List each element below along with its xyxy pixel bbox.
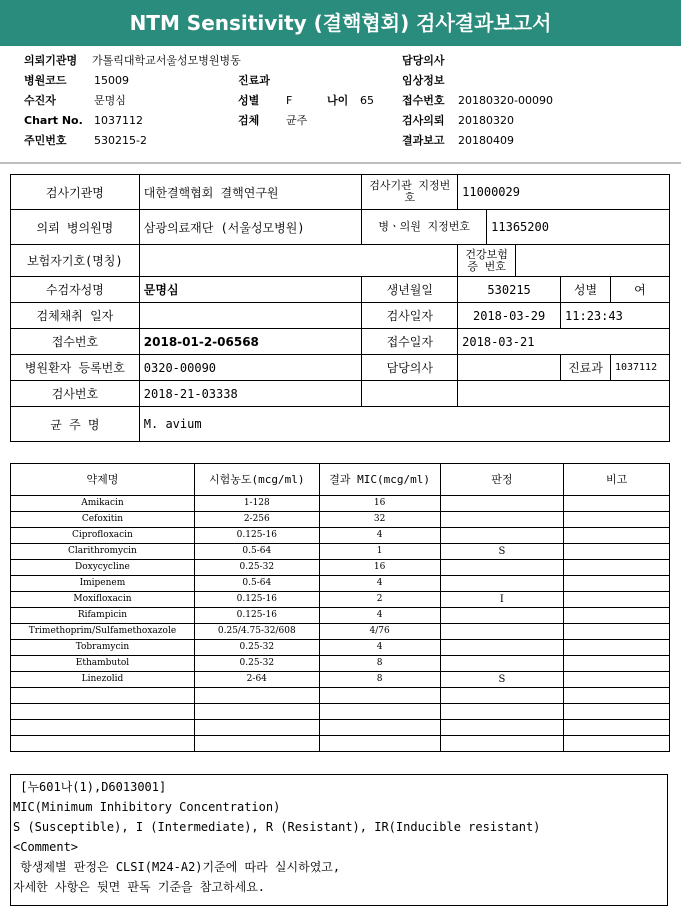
header-label: 병원코드 xyxy=(24,74,67,87)
table-row xyxy=(11,640,670,656)
strain-label: 균 주 명 xyxy=(11,407,140,442)
table-cell: Moxifloxacin xyxy=(11,592,195,608)
table-cell: S xyxy=(440,672,564,688)
header-label: 임상정보 xyxy=(402,74,445,87)
receipt-number-label: 접수번호 xyxy=(11,329,140,355)
table-row xyxy=(11,624,670,640)
lab-name-value: 대한결핵협회 결핵연구원 xyxy=(139,175,362,210)
table-cell: Imipenem xyxy=(11,576,195,592)
header-label: 접수번호 xyxy=(402,94,445,107)
patient-info-table xyxy=(10,174,670,442)
table-cell xyxy=(440,528,564,544)
sex-value: 여 xyxy=(610,277,669,303)
table-cell: 4 xyxy=(319,576,440,592)
header-value: 1037112 xyxy=(94,114,143,127)
header-divider xyxy=(0,162,681,164)
table-row xyxy=(11,704,670,720)
table-cell: 0.125-16 xyxy=(194,528,319,544)
header-value: F xyxy=(286,94,293,107)
column-header: 비고 xyxy=(564,464,670,496)
lab-code-value: 11000029 xyxy=(458,175,670,210)
patient-name-value: 문명심 xyxy=(139,277,362,303)
table-cell xyxy=(440,496,564,512)
table-cell xyxy=(564,528,670,544)
header-label: Chart No. xyxy=(24,114,83,127)
table-cell: 2-64 xyxy=(194,672,319,688)
table-cell xyxy=(11,720,195,736)
column-header: 판정 xyxy=(440,464,564,496)
birth-value: 530215 xyxy=(458,277,561,303)
header-label: 주민번호 xyxy=(24,134,67,147)
lab-name-label: 검사기관명 xyxy=(11,175,140,210)
table-cell: 2 xyxy=(319,592,440,608)
table-cell: 0.25-32 xyxy=(194,560,319,576)
table-row xyxy=(11,688,670,704)
table-cell: Tobramycin xyxy=(11,640,195,656)
table-cell: 32 xyxy=(319,512,440,528)
table-cell xyxy=(564,624,670,640)
table-cell xyxy=(440,704,564,720)
birth-label: 생년월일 xyxy=(362,277,458,303)
test-date-label: 검사일자 xyxy=(362,303,458,329)
table-cell xyxy=(564,688,670,704)
table-cell xyxy=(564,656,670,672)
header-label: 검사의뢰 xyxy=(402,114,445,127)
table-cell xyxy=(564,592,670,608)
header-value: 65 xyxy=(360,94,374,107)
header-value: 20180320-00090 xyxy=(458,94,553,107)
table-cell: Ciprofloxacin xyxy=(11,528,195,544)
table-cell xyxy=(564,672,670,688)
table-cell: 0.25/4.75-32/608 xyxy=(194,624,319,640)
table-row xyxy=(11,512,670,528)
header-value: 20180409 xyxy=(458,134,514,147)
table-cell xyxy=(564,496,670,512)
test-number-label: 검사번호 xyxy=(11,381,140,407)
note-line: 자세한 사항은 뒷면 판독 기준을 참고하세요. xyxy=(13,880,266,894)
header-label: 검체 xyxy=(238,114,260,127)
table-cell: 0.5-64 xyxy=(194,544,319,560)
header-label: 의뢰기관명 xyxy=(24,54,78,67)
health-insurance-value xyxy=(516,245,670,277)
header-label: 담당의사 xyxy=(402,54,445,67)
header-label: 수진자 xyxy=(24,94,56,107)
table-cell xyxy=(319,688,440,704)
requester-value: 삼광의료재단 (서울성모병원) xyxy=(139,210,362,245)
table-cell: Linezolid xyxy=(11,672,195,688)
collection-date-value xyxy=(139,303,362,329)
header-label: 나이 xyxy=(327,94,349,107)
table-cell: 4 xyxy=(319,528,440,544)
table-cell: 0.125-16 xyxy=(194,608,319,624)
table-cell: 8 xyxy=(319,672,440,688)
table-cell: 4/76 xyxy=(319,624,440,640)
header-value: 20180320 xyxy=(458,114,514,127)
table-cell xyxy=(11,688,195,704)
department-label: 진료과 xyxy=(561,355,611,381)
doctor-label: 담당의사 xyxy=(362,355,458,381)
table-cell: Ethambutol xyxy=(11,656,195,672)
test-number-value: 2018-21-03338 xyxy=(139,381,362,407)
table-cell: Cefoxitin xyxy=(11,512,195,528)
table-cell: 8 xyxy=(319,656,440,672)
table-cell: I xyxy=(440,592,564,608)
test-date-value: 2018-03-29 xyxy=(458,303,561,329)
notes-box xyxy=(10,774,668,906)
lab-code-label: 검사기관 지정번호 xyxy=(362,175,458,210)
table-cell: 0.25-32 xyxy=(194,656,319,672)
table-cell: 2-256 xyxy=(194,512,319,528)
header-value: 문명심 xyxy=(94,94,126,107)
table-cell xyxy=(319,704,440,720)
report-header xyxy=(0,48,681,162)
note-line: <Comment> xyxy=(13,840,79,854)
table-cell: S xyxy=(440,544,564,560)
table-cell xyxy=(564,576,670,592)
table-cell: 0.5-64 xyxy=(194,576,319,592)
strain-value: M. avium xyxy=(139,407,669,442)
header-label: 결과보고 xyxy=(402,134,445,147)
table-row xyxy=(11,656,670,672)
table-cell xyxy=(564,608,670,624)
table-cell: Amikacin xyxy=(11,496,195,512)
table-cell xyxy=(319,736,440,752)
table-cell xyxy=(440,688,564,704)
report-title: NTM Sensitivity (결핵협회) 검사결과보고서 xyxy=(0,0,681,46)
department-value: 1037112 xyxy=(610,355,669,381)
test-number-blank xyxy=(362,381,458,407)
table-cell: Rifampicin xyxy=(11,608,195,624)
table-cell xyxy=(11,704,195,720)
table-cell xyxy=(440,576,564,592)
table-cell xyxy=(564,512,670,528)
table-row xyxy=(11,528,670,544)
note-line: [누601나(1),D6013001] xyxy=(13,780,167,794)
table-cell: Doxycycline xyxy=(11,560,195,576)
doctor-value xyxy=(458,355,561,381)
table-cell: 4 xyxy=(319,640,440,656)
header-value: 가톨릭대학교서울성모병원병동 xyxy=(92,54,241,67)
table-cell: 0.125-16 xyxy=(194,592,319,608)
patient-name-label: 수검자성명 xyxy=(11,277,140,303)
column-header: 결과 MIC(mcg/ml) xyxy=(319,464,440,496)
table-cell xyxy=(440,640,564,656)
table-cell: 16 xyxy=(319,496,440,512)
header-value: 15009 xyxy=(94,74,129,87)
header-label: 성별 xyxy=(238,94,260,107)
table-row xyxy=(11,544,670,560)
table-cell: 0.25-32 xyxy=(194,640,319,656)
receipt-number-value: 2018-01-2-06568 xyxy=(139,329,362,355)
table-cell xyxy=(194,736,319,752)
table-cell: 4 xyxy=(319,608,440,624)
table-row xyxy=(11,736,670,752)
table-cell xyxy=(319,720,440,736)
table-row xyxy=(11,672,670,688)
table-cell xyxy=(564,640,670,656)
requester-label: 의뢰 병의원명 xyxy=(11,210,140,245)
table-cell xyxy=(564,560,670,576)
note-line: S (Susceptible), I (Intermediate), R (Resistant), IR(Inducible resistant) xyxy=(13,820,541,834)
header-label: 진료과 xyxy=(238,74,270,87)
test-number-blank2 xyxy=(458,381,670,407)
table-row xyxy=(11,496,670,512)
header-value: 530215-2 xyxy=(94,134,147,147)
health-insurance-label: 건강보험증 번호 xyxy=(458,245,516,277)
table-row xyxy=(11,592,670,608)
table-cell: 16 xyxy=(319,560,440,576)
registration-label: 병원환자 등록번호 xyxy=(11,355,140,381)
column-header: 시험농도(mcg/ml) xyxy=(194,464,319,496)
table-cell: 1 xyxy=(319,544,440,560)
table-cell xyxy=(194,704,319,720)
table-cell: Trimethoprim/Sulfamethoxazole xyxy=(11,624,195,640)
table-cell xyxy=(440,656,564,672)
receipt-date-value: 2018-03-21 xyxy=(458,329,670,355)
collection-date-label: 검체채취 일자 xyxy=(11,303,140,329)
table-row xyxy=(11,576,670,592)
susceptibility-table xyxy=(10,463,670,752)
table-cell xyxy=(564,704,670,720)
header-value: 균주 xyxy=(286,114,308,127)
column-header: 약제명 xyxy=(11,464,195,496)
table-cell xyxy=(194,688,319,704)
registration-value: 0320-00090 xyxy=(139,355,362,381)
table-row xyxy=(11,720,670,736)
table-cell xyxy=(11,736,195,752)
table-row xyxy=(11,560,670,576)
receipt-date-label: 접수일자 xyxy=(362,329,458,355)
table-cell xyxy=(440,608,564,624)
table-cell: 1-128 xyxy=(194,496,319,512)
table-cell xyxy=(440,720,564,736)
test-time-value: 11:23:43 xyxy=(561,303,670,329)
requester-code-value: 11365200 xyxy=(487,210,670,245)
table-cell xyxy=(564,720,670,736)
table-cell xyxy=(194,720,319,736)
note-line: 항생제별 판정은 CLSI(M24-A2)기준에 따라 실시하였고, xyxy=(13,860,341,874)
requester-code-label: 병ㆍ의원 지정번호 xyxy=(362,210,487,245)
sex-label: 성별 xyxy=(561,277,611,303)
table-cell: Clarithromycin xyxy=(11,544,195,560)
table-cell xyxy=(440,560,564,576)
note-line: MIC(Minimum Inhibitory Concentration) xyxy=(13,800,281,814)
table-cell xyxy=(440,736,564,752)
table-row xyxy=(11,608,670,624)
table-cell xyxy=(564,736,670,752)
table-cell xyxy=(440,624,564,640)
table-cell xyxy=(564,544,670,560)
insurer-label: 보험자기호(명칭) xyxy=(11,245,140,277)
insurer-value xyxy=(139,245,457,277)
table-cell xyxy=(440,512,564,528)
